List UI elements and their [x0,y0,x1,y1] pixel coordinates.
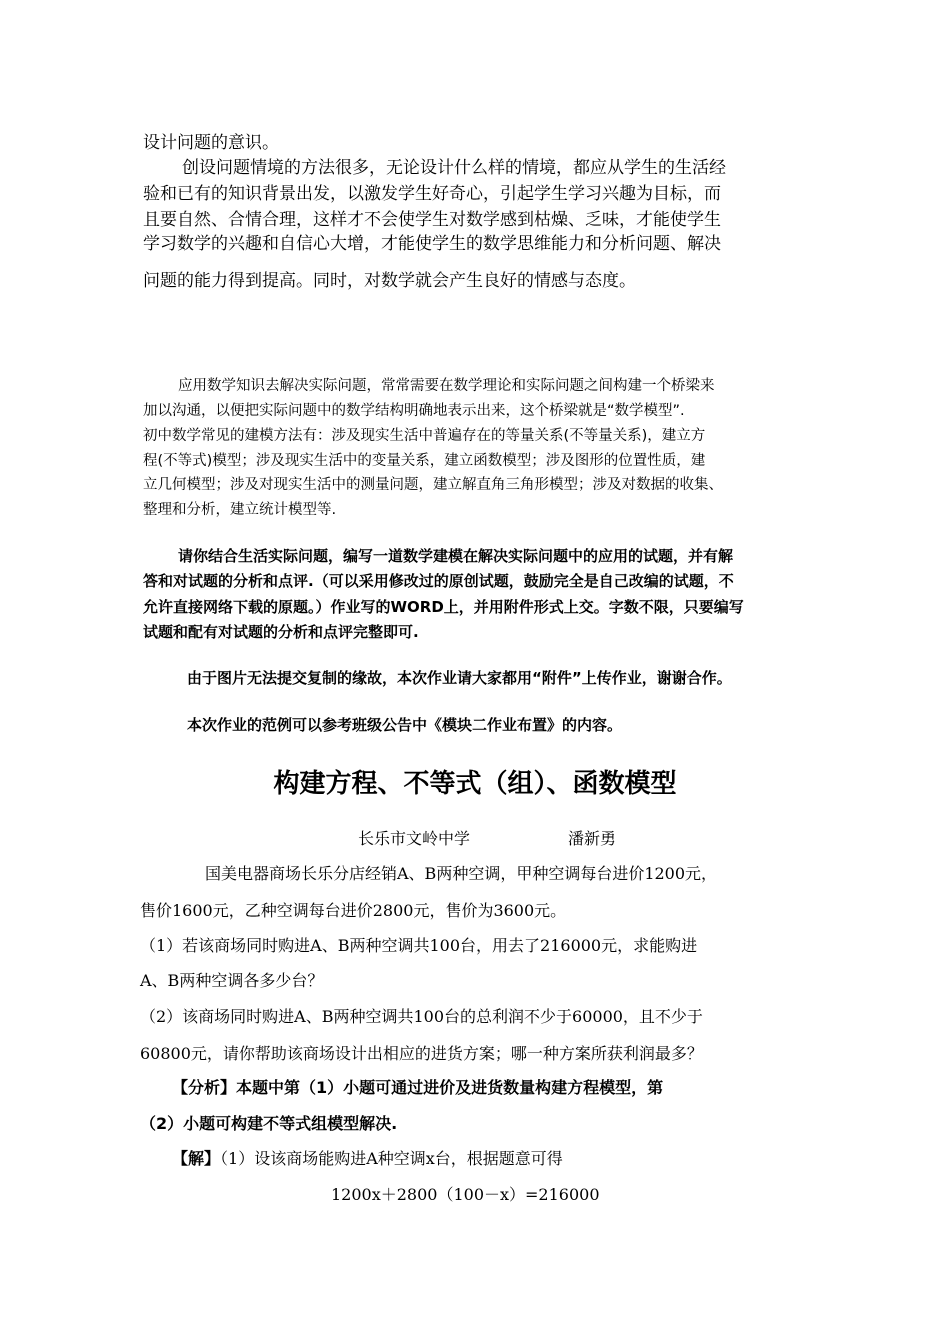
body-text-line: 验和已有的知识背景出发，以激发学生好奇心，引起学生学习兴趣为目标，而 [143,184,721,204]
solution-line [172,1146,563,1169]
problem-line: 售价1600元，乙种空调每台进价2800元，售价为3600元。 [140,901,567,920]
school-name: 长乐市文岭中学 [358,829,471,848]
body-text-line: 设计问题的意识。 [143,133,279,153]
problem-line: 国美电器商场长乐分店经销A、B两种空调，甲种空调每台进价1200元， [205,864,718,883]
body-text-line: 学习数学的兴趣和自信心大增，才能使学生的数学思维能力和分析问题、解决 [143,234,721,254]
notice-line: 由于图片无法提交复制的缘故，本次作业请大家都用“附件”上传作业，谢谢合作。 [187,669,732,687]
problem-line: （1）若该商场同时购进A、B两种空调共100台，用去了216000元，求能购进 [140,936,698,955]
assignment-text-line: 试题和配有对试题的分析和点评完整即可. [143,623,419,641]
body-text-line: 初中数学常见的建模方法有：涉及现实生活中普遍存在的等量关系(不等量关系)，建立方 [143,428,706,444]
assignment-text-line: 请你结合生活实际问题，编写一道数学建模在解决实际问题中的应用的试题，并有解 [178,547,734,565]
solution-text: （1）设该商场能购进A种空调x台，根据题意可得 [220,1149,563,1168]
equation: 1200x＋2800（100－x）=216000 [331,1185,600,1204]
author-name: 潘新勇 [568,829,617,848]
body-text-line: 且要自然、合情合理，这样才不会使学生对数学感到枯燥、乏味，才能使学生 [143,210,721,230]
problem-line: A、B两种空调各多少台？ [140,971,324,990]
body-text-line: 应用数学知识去解决实际问题，常常需要在数学理论和实际问题之间构建一个桥梁来 [178,378,715,394]
body-text-line: 立几何模型；涉及对现实生活中的测量问题，建立解直角三角形模型；涉及对数据的收集、 [143,477,723,493]
problem-line: （2）该商场同时购进A、B两种空调共100台的总利润不少于60000，且不少于 [140,1007,703,1026]
body-text-line: 加以沟通，以便把实际问题中的数学结构明确地表示出来，这个桥梁就是“数学模型”. [143,403,685,419]
analysis-line: （2）小题可构建不等式组模型解决. [140,1114,398,1133]
body-text-line: 程(不等式)模型；涉及现实生活中的变量关系，建立函数模型；涉及图形的位置性质，建 [143,453,706,469]
body-text-line: 创设问题情境的方法很多，无论设计什么样的情境，都应从学生的生活经 [182,158,726,178]
analysis-line: 【分析】本题中第（1）小题可通过进价及进货数量构建方程模型，第 [172,1078,664,1097]
problem-line: 60800元，请你帮助该商场设计出相应的进货方案；哪一种方案所获利润最多？ [140,1044,703,1063]
notice-line: 本次作业的范例可以参考班级公告中《模块二作业布置》的内容。 [187,716,623,734]
assignment-text-line: 答和对试题的分析和点评.（可以采用修改过的原创试题，鼓励完全是自己改编的试题，不 [143,572,734,590]
article-title: 构建方程、不等式（组）、函数模型 [273,769,677,799]
assignment-text-line: 允许直接网络下载的原题。）作业写的WORD上，并用附件形式上交。字数不限，只要编写 [143,598,744,616]
body-text-line: 问题的能力得到提高。同时，对数学就会产生良好的情感与态度。 [143,271,636,291]
solution-label: 【解】 [172,1149,221,1168]
body-text-line: 整理和分析，建立统计模型等. [143,502,337,518]
